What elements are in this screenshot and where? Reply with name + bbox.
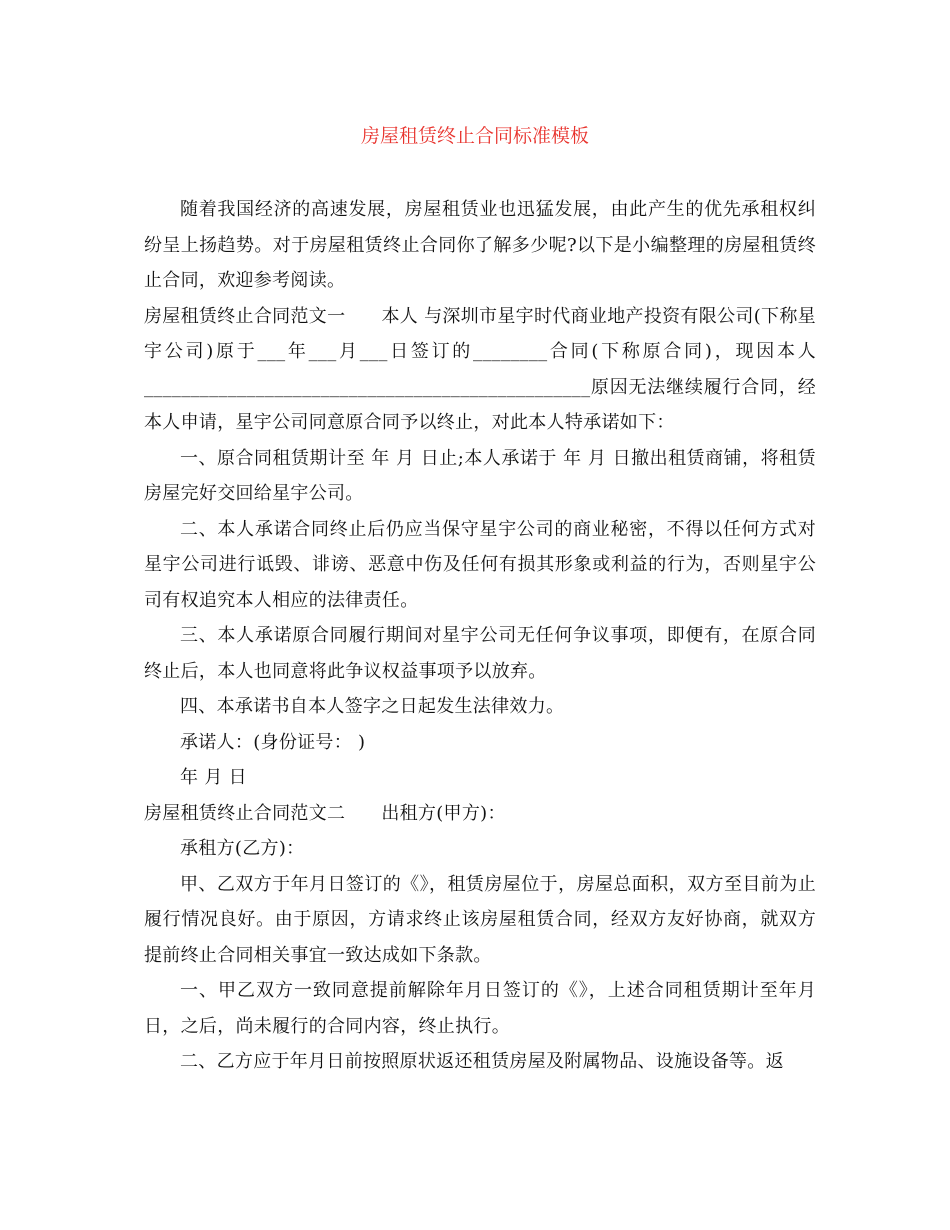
sample1-heading: 房屋租赁终止合同范文一 bbox=[144, 305, 346, 327]
sample1-item-1: 一、原合同租赁期计至 年 月 日止;本人承诺于 年 月 日撤出租赁商铺，将租赁房屋完好交回给星宇公司。 bbox=[144, 447, 816, 504]
sample2-lessor: 出租方(甲方)： bbox=[381, 802, 506, 824]
sample1-opening: 本人 与深圳市星宇时代商业地产投资有限公司(下称星宇公司)原于___年___月___日签订的________合同(下称原合同)，现因本人________________________________________________原因无法继续履行合同，经本人申请，星宇公司同意原合同予以终止，对此本人特承诺如下： bbox=[144, 305, 816, 433]
sample1-item-2: 二、本人承诺合同终止后仍应当保守星宇公司的商业秘密，不得以任何方式对星宇公司进行诋毁、诽谤、恶意中伤及任何有损其形象或利益的行为，否则星宇公司有权追究本人相应的法律责任。 bbox=[144, 518, 816, 611]
sample2-lessee: 承租方(乙方)： bbox=[180, 838, 305, 859]
intro-paragraph: 随着我国经济的高速发展，房屋租赁业也迅猛发展，由此产生的优先承租权纠纷呈上扬趋势。对于房屋租赁终止合同你了解多少呢?以下是小编整理的房屋租赁终止合同，欢迎参考阅读。 bbox=[144, 199, 816, 291]
sample2-item-1: 一、甲乙双方一致同意提前解除年月日签订的《》，上述合同租赁期计至年月日，之后，尚未履行的合同内容，终止执行。 bbox=[144, 980, 816, 1037]
sample1-item-4: 四、本承诺书自本人签字之日起发生法律效力。 bbox=[180, 696, 565, 717]
document-body bbox=[144, 192, 816, 1080]
document-title: 房屋租赁终止合同标准模板 bbox=[360, 125, 589, 147]
sample1-paragraph bbox=[144, 299, 816, 441]
sample2-heading: 房屋租赁终止合同范文二 bbox=[144, 802, 346, 824]
sample1-signer: 承诺人：(身份证号： ) bbox=[180, 731, 366, 753]
sample1-date: 年 月 日 bbox=[180, 767, 247, 788]
sample2-paragraph bbox=[144, 796, 816, 832]
sample1-item-3: 三、本人承诺原合同履行期间对星宇公司无任何争议事项，即便有，在原合同终止后，本人也同意将此争议权益事项予以放弃。 bbox=[144, 625, 816, 682]
sample2-intro: 甲、乙双方于年月日签订的《》，租赁房屋位于，房屋总面积，双方至目前为止履行情况良好。由于原因，方请求终止该房屋租赁合同，经双方友好协商，就双方提前终止合同相关事宜一致达成如下条款。 bbox=[144, 873, 816, 966]
sample2-item-2: 二、乙方应于年月日前按照原状返还租赁房屋及附属物品、设施设备等。返 bbox=[180, 1051, 784, 1072]
